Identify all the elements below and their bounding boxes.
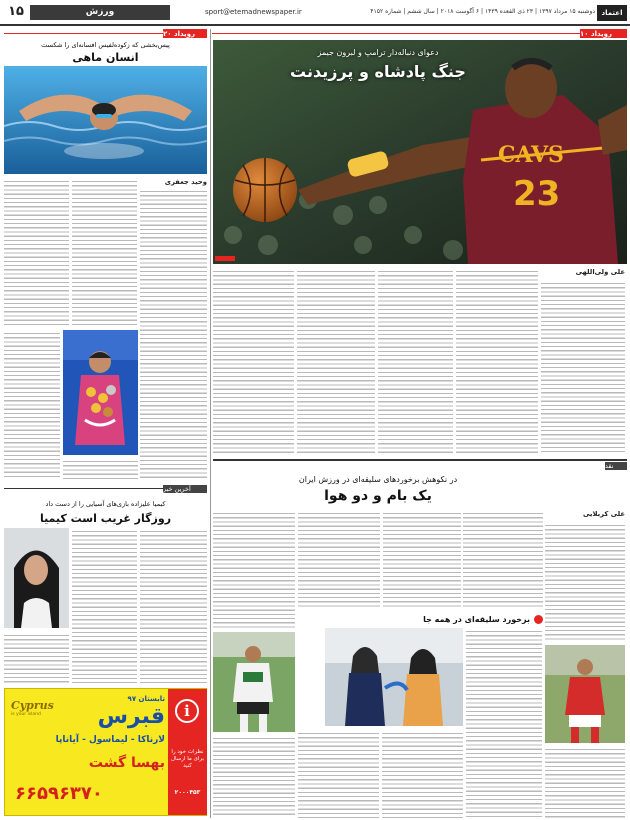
lebron-column-4: [297, 268, 375, 455]
bottom-column-4: [298, 730, 379, 818]
child-medals-photo: [63, 330, 138, 455]
center-photo-illustration: [325, 628, 463, 726]
lower-column-2: [463, 510, 543, 608]
phelps-column-5: [63, 458, 138, 480]
photo-credit-mark: [215, 256, 235, 261]
column-rule: [210, 29, 211, 818]
lebron-photo: [213, 40, 627, 264]
lower-byline: علی کربلایی: [583, 510, 625, 518]
footballer-left-illustration: [213, 632, 295, 732]
kimia-column-3: [4, 632, 69, 683]
ad-phone[interactable]: ۶۶۵۹۶۳۷۰: [15, 783, 103, 804]
cyprus-ad[interactable]: [4, 688, 207, 816]
ad-logo-text: Cyprus: [11, 699, 54, 712]
jersey-text: CAVS: [498, 142, 564, 168]
kimia-section-label: آخرین خبر: [163, 485, 191, 493]
ad-season: تابستان ۹۷: [127, 695, 165, 703]
swimmer-illustration: [4, 66, 207, 174]
email-address[interactable]: sport@etemadnewspaper.ir: [205, 8, 302, 16]
kimia-photo: [4, 528, 69, 628]
page-number: ۱۵: [8, 4, 24, 19]
left-section-header: [163, 29, 207, 38]
ad-logo-sub: is your island: [11, 712, 41, 717]
svg-text:23: 23: [513, 174, 561, 214]
swimmer-photo: [4, 66, 207, 174]
date-line: دوشنبه ۱۵ مرداد ۱۳۹۷ | ۲۳ ذی القعده ۱۴۳۹ | ۶ آگوست ۲۰۱۸ | سال ششم | شماره ۴۱۵۲: [370, 8, 595, 15]
lebron-byline: علی ولی‌اللهی: [575, 268, 625, 276]
lower-title: یک بام و دو هوا: [324, 488, 432, 504]
bottom-column-5: [213, 735, 295, 818]
kimia-section-tag: [163, 485, 207, 493]
ad-cities: لارناکا - لیماسول - آیاناپا: [55, 735, 165, 745]
section-title: ورزش: [30, 5, 170, 20]
phelps-column-1: [140, 188, 207, 480]
lower-column-4: [298, 510, 380, 608]
lower-kicker: در نکوهش برخوردهای سلیقه‌ای در ورزش ایران: [298, 475, 458, 484]
phelps-column-4: [4, 330, 60, 480]
center-photo: [325, 628, 463, 726]
lebron-title: جنگ پادشاه و پرزیدنت: [290, 62, 466, 81]
right-section-label: رویداد ۱۰: [580, 29, 613, 38]
footballer-photo-left: [213, 632, 295, 732]
info-icon: i: [175, 699, 199, 723]
info-number: ۲۰۰۰۴۵۳: [174, 789, 201, 796]
lebron-column-5: [213, 268, 294, 455]
lebron-kicker: دعوای دنباله‌دار ترامپ و لبرون جیمز: [317, 48, 439, 57]
kimia-title: روزگار غریب است کیمیا: [39, 512, 172, 525]
lower-column-5: [213, 510, 295, 630]
kimia-column-1: [140, 528, 207, 683]
lower-column-1: [545, 522, 625, 642]
subhead-text: برخورد سلیقه‌ای در همه جا: [423, 614, 530, 624]
info-text: نظرات خود را برای ما ارسال کنید: [171, 749, 204, 769]
subhead-bar: [298, 612, 543, 626]
lebron-column-3: [378, 268, 453, 455]
kimia-kicker: کیمیا علیزاده بازی‌های آسیایی را از دست داد: [45, 500, 166, 508]
lower-section-tag: نقد: [605, 462, 627, 470]
right-section-rule: [212, 33, 580, 34]
child-medals-illustration: [63, 330, 138, 455]
phelps-title: انسان ماهی: [72, 51, 139, 64]
header-bar: [0, 0, 630, 26]
footballer-photo-right: [545, 645, 625, 743]
bottom-column-1: [545, 746, 625, 818]
ad-logo: [11, 699, 71, 719]
kimia-column-2: [72, 528, 137, 683]
ad-title: قبرس: [97, 704, 165, 729]
phelps-byline: وحید جعفری: [164, 178, 207, 186]
newspaper-logo: اعتماد: [597, 5, 627, 21]
bottom-column-3: [382, 730, 463, 818]
ad-subtitle: بهسا گشت: [88, 755, 165, 771]
footballer-right-illustration: [545, 645, 625, 743]
phelps-kicker: پیس‌بخشی که زکوده‌لفیس افسانه‌ای را شکست: [41, 41, 170, 49]
info-panel: [168, 689, 207, 815]
mid-divider: [213, 459, 627, 461]
lebron-column-1: [541, 280, 625, 455]
lower-column-3: [383, 510, 461, 608]
phelps-column-3: [4, 178, 69, 328]
subhead-icon: [534, 615, 543, 624]
right-section-header: [580, 29, 627, 38]
left-section-rule: [4, 33, 163, 34]
kimia-illustration: [4, 528, 69, 628]
bottom-column-2: [466, 628, 542, 818]
left-section-label: رویداد ۲۰: [163, 29, 196, 38]
phelps-column-2: [72, 178, 137, 328]
lebron-column-2: [456, 268, 538, 455]
